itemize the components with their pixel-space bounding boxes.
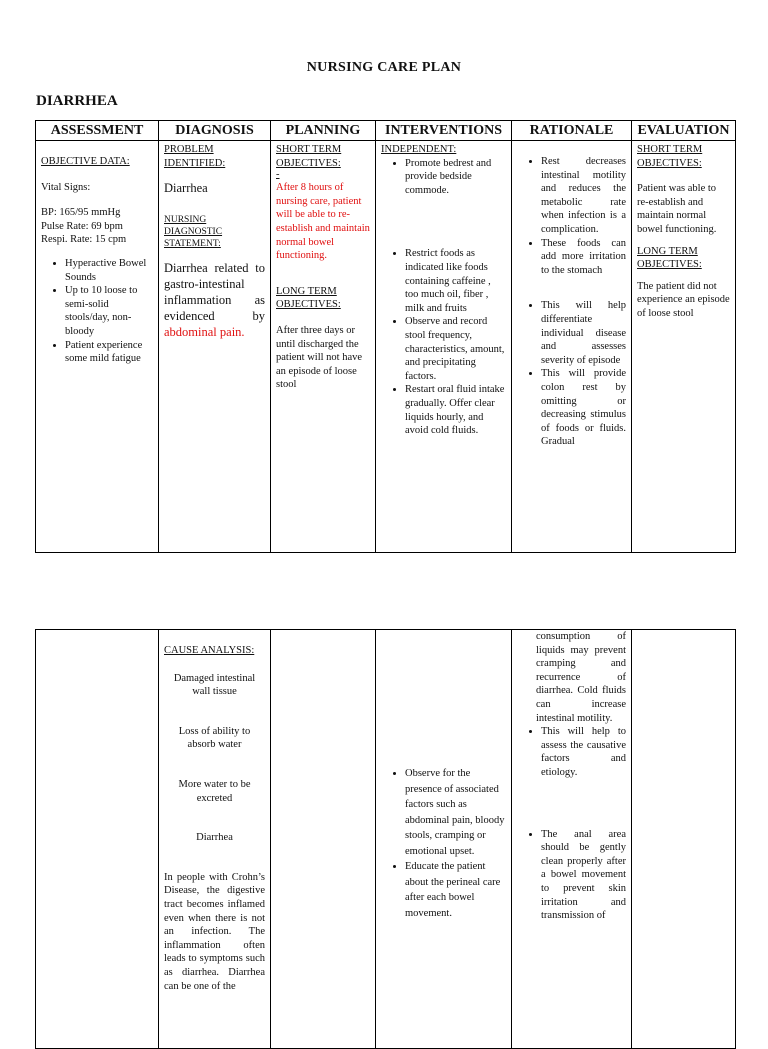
assessment-cell: [36, 141, 159, 553]
intervention-item: • Restrict foods as indicated like foods containing caffeine , too much oil, fiber , milk and fruits: [405, 247, 506, 315]
cause-step: More water to be excreted: [178, 778, 251, 804]
page-title: NURSING CARE PLAN: [306, 60, 462, 75]
diagnosis-cell-2: [159, 630, 271, 1049]
cause-step: Damaged intestinal wall tissue: [173, 672, 256, 698]
intervention-item: • Observe and record stool frequency, characteristics, amount, and precipitating factors.: [405, 315, 506, 383]
eval-short-term-text: Patient was able to re-establish and maintain normal bowel functioning.: [637, 183, 717, 235]
rationale-cell: [512, 141, 632, 553]
independent-label: INDEPENDENT:: [381, 144, 457, 155]
eval-short-term-label: SHORT TERM OBJECTIVES:: [637, 144, 703, 169]
assessment-item: • Up to 10 loose to semi-solid stools/day, non-bloody: [65, 284, 153, 338]
rationale-cell-2: [512, 630, 632, 1049]
short-term-label: SHORT TERM OBJECTIVES:: [276, 144, 342, 169]
eval-long-term-text: The patient did not experience an episode of loose stool: [637, 280, 730, 319]
cause-step: Diarrhea: [196, 832, 233, 844]
rationale-continued: consumption of liquids may prevent cramping and recurrence of diarrhea. Cold fluids can increase intestinal motility.: [536, 631, 626, 724]
rationale-item: • This will help differentiate individual disease and assesses severity of episode: [541, 299, 626, 367]
problem-text: Diarrhea: [164, 181, 208, 196]
intervention-item: • Promote bedrest and provide bedside commode.: [405, 157, 506, 198]
header-interventions: INTERVENTIONS: [376, 121, 512, 141]
evaluation-cell-2: [632, 630, 736, 1049]
crohns-explanation: In people with Crohn’s Disease, the digestive tract becomes inflamed even when there is not an infection. The inflammation often leads to symptoms such as diarrhea. Diarrhea can be one of the: [164, 871, 265, 992]
evaluation-cell: [632, 141, 736, 553]
intervention-item: • Observe for the presence of associated factors such as abdominal pain, bloody stools, cramping or emotional upset.: [405, 766, 506, 859]
planning-cell: [271, 141, 376, 553]
vital-signs-label: Vital Signs:: [41, 181, 91, 193]
nds-label: NURSING DIAGNOSTIC STATEMENT:: [164, 215, 223, 250]
planning-cell-2: [271, 630, 376, 1049]
diagnostic-statement: Diarrhea related to gastro-intestinal inflammation as evidenced by: [164, 261, 265, 324]
page-subtitle: DIARRHEA: [36, 93, 118, 109]
pulse-value: Pulse Rate: 69 bpm: [41, 220, 123, 232]
header-diagnosis: DIAGNOSIS: [159, 121, 271, 141]
long-term-label: LONG TERM OBJECTIVES:: [276, 285, 341, 311]
cause-analysis-label: CAUSE ANALYSIS:: [164, 645, 255, 656]
problem-identified-label: PROBLEM IDENTIFIED:: [164, 144, 226, 169]
short-term-dash: -: [276, 169, 280, 181]
interventions-cell-2: [376, 630, 512, 1049]
objective-data-label: OBJECTIVE DATA:: [41, 156, 130, 167]
intervention-item: • Educate the patient about the perineal care after each bowel movement.: [405, 859, 506, 921]
assessment-item: • Hyperactive Bowel Sounds: [65, 257, 153, 284]
rationale-item: • The anal area should be gently clean properly after a bowel movement to prevent skin irritation and transmission of: [541, 828, 626, 923]
header-planning: PLANNING: [271, 121, 376, 141]
intervention-item: • Restart oral fluid intake gradually. Offer clear liquids hourly, and avoid cold fluids.: [405, 383, 506, 437]
diagnostic-statement-evidence: abdominal pain.: [164, 325, 245, 340]
care-plan-table-2: [35, 629, 736, 1049]
diagnosis-cell: [159, 141, 271, 553]
long-term-objective: After three days or until discharged the patient will not have an episode of loose stool: [276, 324, 363, 391]
assessment-cell-2: [36, 630, 159, 1049]
rationale-item: • These foods can add more irritation to the stomach: [541, 237, 626, 278]
care-plan-table-1: [35, 120, 736, 553]
rationale-item: • Rest decreases intestinal motility and reduces the metabolic rate when infection is a complication.: [541, 155, 626, 237]
cause-step: Loss of ability to absorb water: [178, 725, 251, 751]
header-rationale: RATIONALE: [512, 121, 632, 141]
assessment-item: • Patient experience some mild fatigue: [65, 339, 153, 366]
eval-long-term-label: LONG TERM OBJECTIVES:: [637, 245, 702, 271]
header-evaluation: EVALUATION: [632, 121, 736, 141]
rationale-item: • This will provide colon rest by omitting or decreasing stimulus of foods or fluids. Gradual: [541, 367, 626, 449]
short-term-objective: After 8 hours of nursing care, patient will be able to re-establish and maintain normal bowel functioning.: [276, 182, 370, 262]
interventions-cell: [376, 141, 512, 553]
resp-value: Respi. Rate: 15 cpm: [41, 234, 127, 246]
header-assessment: ASSESSMENT: [36, 121, 159, 141]
rationale-item: • This will help to assess the causative factors and etiology.: [541, 725, 626, 779]
bp-value: BP: 165/95 mmHg: [41, 207, 121, 219]
